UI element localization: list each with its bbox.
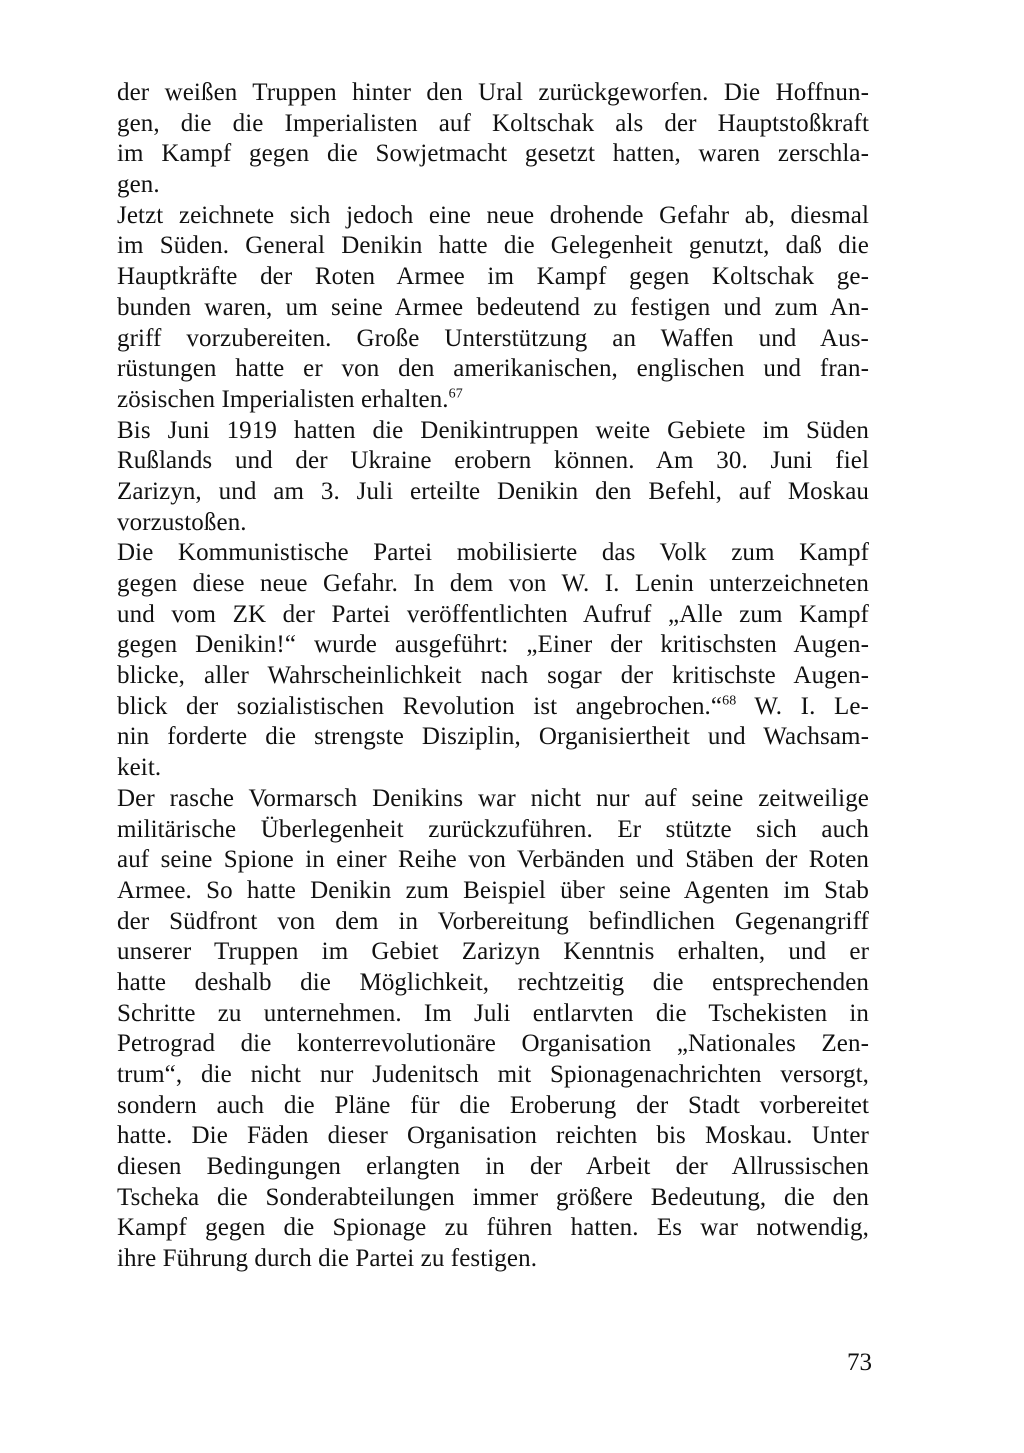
text-line: nin forderte die strengste Disziplin, Organisiertheit und Wachsam- xyxy=(117,723,869,751)
text-line: militärische Überlegenheit zurückzuführen. Er stützte sich auch xyxy=(117,815,869,843)
text-line: im Kampf gegen die Sowjetmacht gesetzt hatten, waren zerschla- xyxy=(117,140,869,168)
text-line: sondern auch die Pläne für die Eroberung der Stadt vorbereitet xyxy=(117,1091,869,1119)
text-line: griff vorzubereiten. Große Unterstützung an Waffen und Aus- xyxy=(117,324,869,352)
text-fragment: zösischen Imperialisten erhalten. xyxy=(117,385,449,413)
text-line: Kampf gegen die Spionage zu führen hatten. Es war notwendig, xyxy=(117,1214,869,1242)
text-line: Petrograd die konterrevolutionäre Organisation „Nationales Zen- xyxy=(117,1030,869,1058)
text-line: Rußlands und der Ukraine erobern können. Am 30. Juni fiel xyxy=(117,447,869,475)
text-line: Hauptkräfte der Roten Armee im Kampf gegen Koltschak ge- xyxy=(117,263,869,291)
text-line: ihre Führung durch die Partei zu festigen. xyxy=(117,1245,538,1273)
footnote-marker: 67 xyxy=(448,386,463,402)
text-line: im Süden. General Denikin hatte die Gelegenheit genutzt, daß die xyxy=(117,232,869,260)
text-line: vorzustoßen. xyxy=(117,508,247,536)
text-line: Bis Juni 1919 hatten die Denikintruppen weite Gebiete im Süden xyxy=(117,416,869,444)
text-line: diesen Bedingungen erlangten in der Arbeit der Allrussischen xyxy=(117,1153,869,1181)
text-line: der weißen Truppen hinter den Ural zurückgeworfen. Die Hoffnun- xyxy=(117,79,869,106)
text-line: Schritte zu unternehmen. Im Juli entlarvten die Tschekisten in xyxy=(117,999,869,1027)
footnote-marker: 68 xyxy=(722,693,737,709)
text-line: Tscheka die Sonderabteilungen immer größere Bedeutung, die den xyxy=(117,1183,869,1211)
text-line: blicke, aller Wahrscheinlichkeit nach sogar der kritischste Augen- xyxy=(117,662,869,690)
text-line: Armee. So hatte Denikin zum Beispiel über seine Agenten im Stab xyxy=(117,876,869,904)
text-line: auf seine Spione in einer Reihe von Verbänden und Stäben der Roten xyxy=(117,846,869,874)
text-line: Zarizyn, und am 3. Juli erteilte Denikin den Befehl, auf Moskau xyxy=(117,477,869,505)
text-line: trum“, die nicht nur Judenitsch mit Spionagenachrichten versorgt, xyxy=(117,1061,869,1088)
text-line: Jetzt zeichnete sich jedoch eine neue drohende Gefahr ab, diesmal xyxy=(117,201,869,229)
text-line: keit. xyxy=(117,754,162,782)
text-line: der Südfront von dem in Vorbereitung befindlichen Gegenangriff xyxy=(117,907,869,935)
text-fragment: W. I. Le- xyxy=(736,692,869,720)
text-line: hatte deshalb die Möglichkeit, rechtzeitig die entsprechenden xyxy=(117,968,869,996)
text-fragment: blick der sozialistischen Revolution ist angebrochen.“ xyxy=(117,692,723,720)
text-line: hatte. Die Fäden dieser Organisation reichten bis Moskau. Unter xyxy=(117,1122,869,1150)
text-line: rüstungen hatte er von den amerikanischen, englischen und fran- xyxy=(117,355,869,383)
text-line xyxy=(117,692,869,723)
page-number: 73 xyxy=(847,1349,872,1376)
text-line: bunden waren, um seine Armee bedeutend zu festigen und zum An- xyxy=(117,293,869,321)
text-line: gen. xyxy=(117,171,160,199)
text-line: gen, die die Imperialisten auf Koltschak als der Hauptstoßkraft xyxy=(117,109,869,137)
text-line: und vom ZK der Partei veröffentlichten Aufruf „Alle zum Kampf xyxy=(117,600,869,628)
text-line xyxy=(117,385,869,416)
text-line: gegen diese neue Gefahr. In dem von W. I. Lenin unterzeichneten xyxy=(117,570,869,597)
text-line: Der rasche Vormarsch Denikins war nicht nur auf seine zeitweilige xyxy=(117,784,869,812)
text-line: Die Kommunistische Partei mobilisierte das Volk zum Kampf xyxy=(117,539,869,567)
text-line: unserer Truppen im Gebiet Zarizyn Kenntnis erhalten, und er xyxy=(117,938,869,966)
body-text xyxy=(117,78,869,1275)
text-line: gegen Denikin!“ wurde ausgeführt: „Einer der kritischsten Augen- xyxy=(117,631,869,659)
